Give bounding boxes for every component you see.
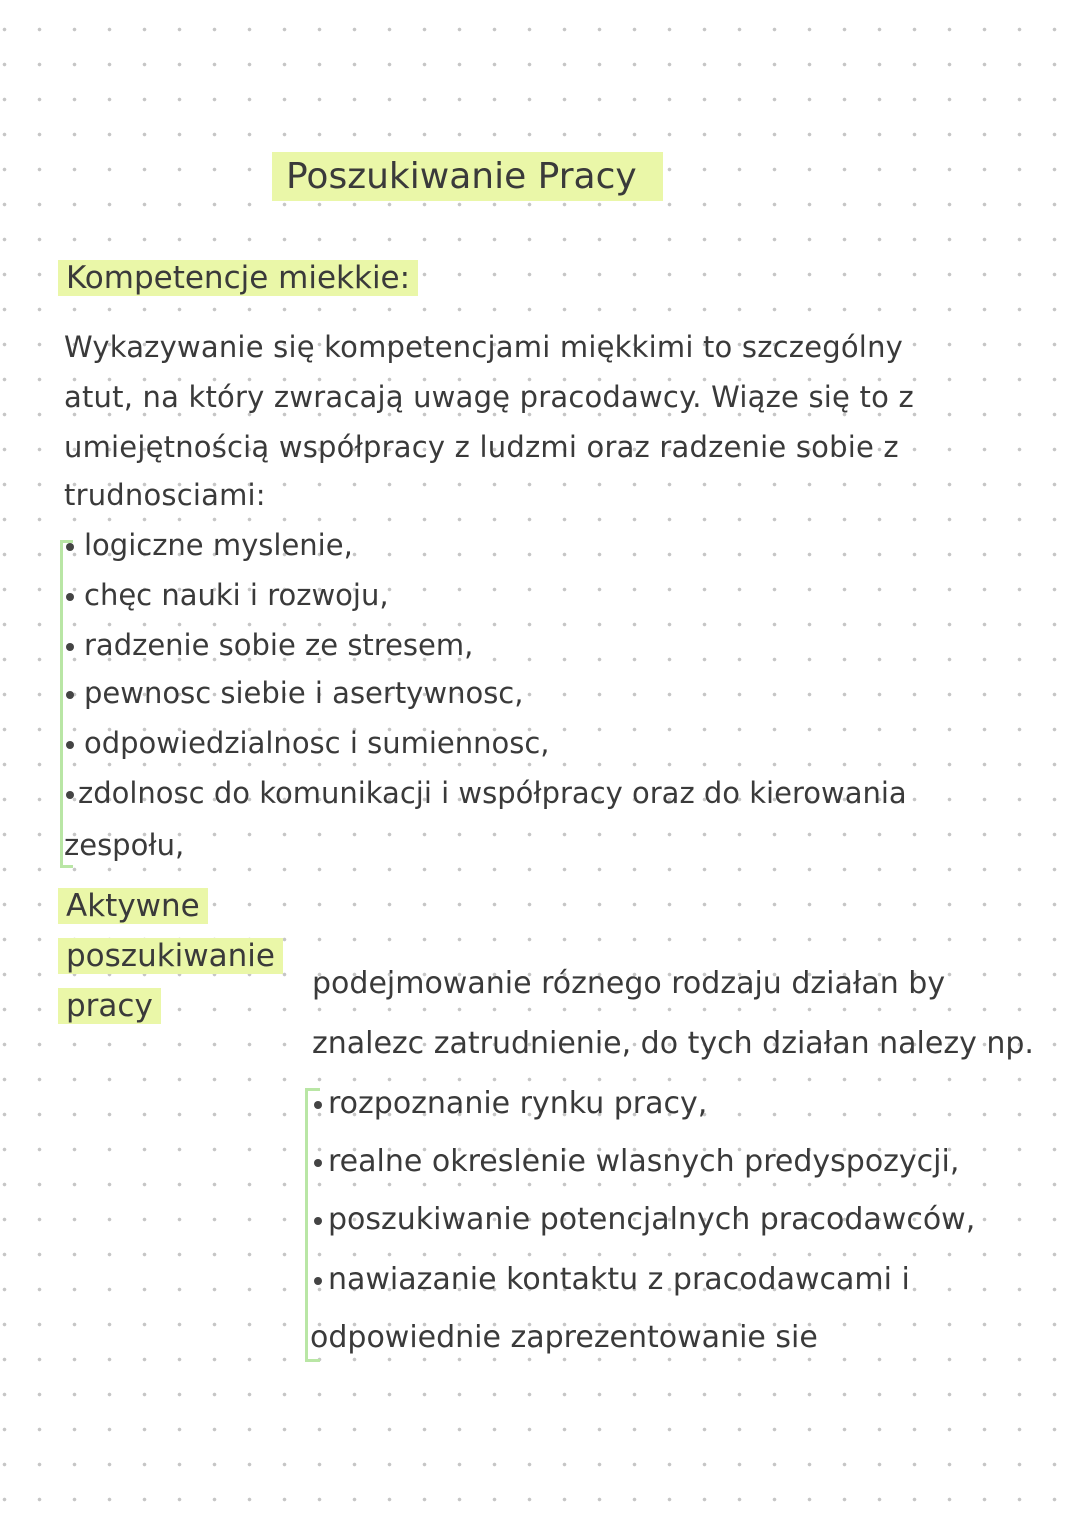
list-item-text: pewnosc siebie i asertywnosc, <box>84 676 524 710</box>
list-item-text: nawiazanie kontaktu z pracodawcami i <box>328 1262 910 1297</box>
list-item <box>310 1086 707 1121</box>
list-item-text: zdolnosc do komunikacji i współpracy oraz do kierowania <box>78 776 907 810</box>
list-item <box>64 676 523 710</box>
list-item <box>310 1202 975 1237</box>
list-item-text: radzenie sobie ze stresem, <box>84 628 474 662</box>
list-item <box>64 578 389 612</box>
list-item <box>64 628 473 662</box>
active-search-heading-line: pracy <box>58 988 161 1024</box>
list-item-text: odpowiedzialnosc i sumiennosc, <box>84 726 550 760</box>
list-item-text: poszukiwanie potencjalnych pracodawców, <box>328 1202 976 1237</box>
bullet-icon <box>66 791 74 799</box>
bullet-icon <box>314 1159 322 1167</box>
active-search-description-line: podejmowanie róznego rodzaju działan by <box>312 966 946 1001</box>
list-item <box>64 726 550 760</box>
bullet-icon <box>66 691 74 699</box>
list-item <box>310 1144 959 1179</box>
soft-skills-heading: Kompetencje miekkie: <box>58 260 418 296</box>
paragraph-line: umiejętnością współpracy z ludzmi oraz radzenie sobie z <box>64 430 899 464</box>
bullet-icon <box>66 643 74 651</box>
bullet-icon <box>314 1277 322 1285</box>
list-item <box>310 1262 910 1297</box>
list-item <box>64 776 907 810</box>
active-search-heading-line: Aktywne <box>58 888 208 924</box>
paragraph-line: trudnosciami: <box>64 478 266 512</box>
list-item-text: logiczne myslenie, <box>84 528 353 562</box>
bullet-icon <box>314 1217 322 1225</box>
page-title: Poszukiwanie Pracy <box>272 152 663 201</box>
list-item-text: rozpoznanie rynku pracy, <box>328 1086 708 1121</box>
paragraph-line: Wykazywanie się kompetencjami miękkimi to szczególny <box>64 330 904 364</box>
bullet-icon <box>66 593 74 601</box>
bullet-icon <box>314 1101 322 1109</box>
active-search-heading-line: poszukiwanie <box>58 938 283 974</box>
list-item <box>64 528 353 562</box>
paragraph-line: atut, na który zwracają uwagę pracodawcy. Wiąze się to z <box>64 380 914 414</box>
list-item-continuation: odpowiednie zaprezentowanie sie <box>310 1320 818 1355</box>
active-search-description-line: znalezc zatrudnienie, do tych działan nalezy np. <box>312 1026 1034 1061</box>
bullet-icon <box>66 741 74 749</box>
bullet-icon <box>66 543 74 551</box>
list-item-continuation: zespołu, <box>64 828 185 862</box>
list-item-text: chęc nauki i rozwoju, <box>84 578 389 612</box>
list-item-text: realne okreslenie wlasnych predyspozycji, <box>328 1144 960 1179</box>
